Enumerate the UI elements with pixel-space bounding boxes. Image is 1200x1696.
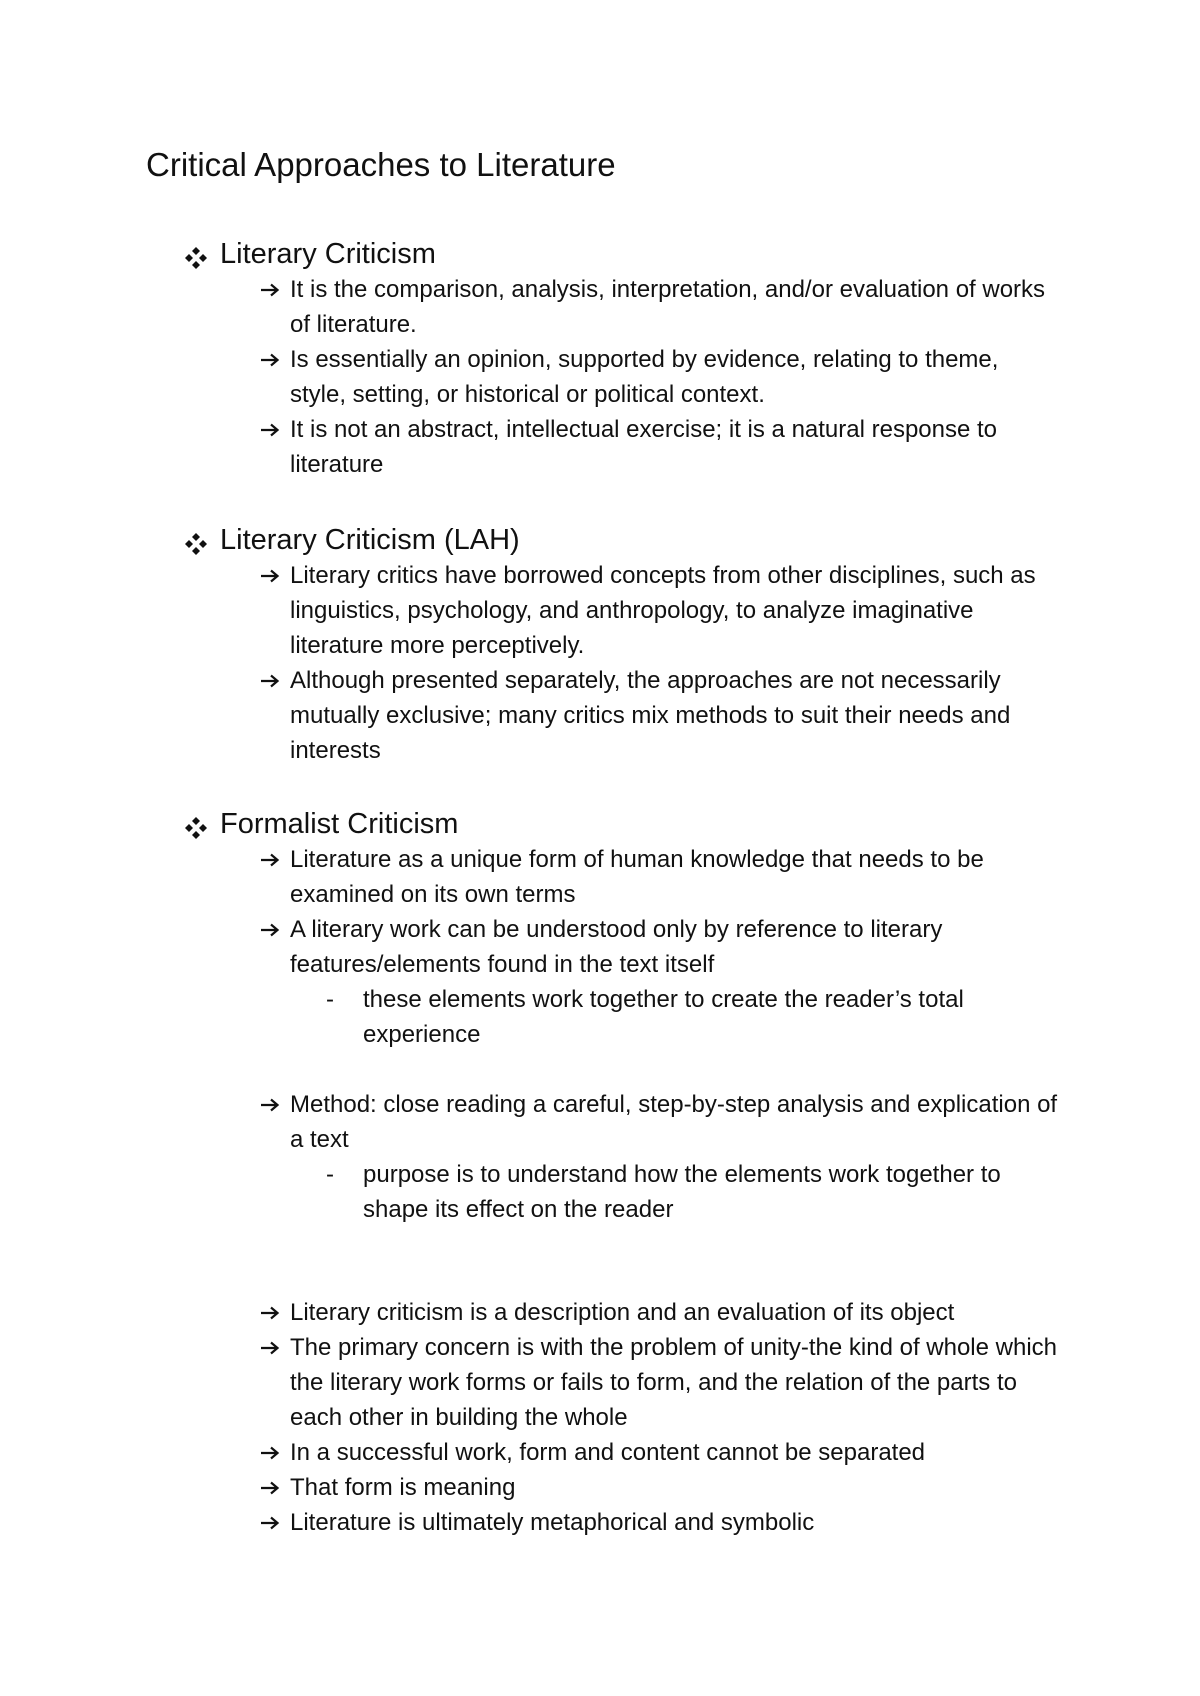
list-item-text: Although presented separately, the approaches are not necessarily mutually exclusive; many critics mix methods to suit their needs and interests: [290, 667, 1011, 764]
list-item: [184, 842, 1060, 912]
list-item: [184, 912, 1060, 982]
list-item: [184, 412, 1060, 482]
list-item-text: It is not an abstract, intellectual exercise; it is a natural response to literature: [290, 416, 998, 478]
list-item: [184, 663, 1060, 768]
right-arrow-icon: [260, 558, 284, 593]
list-item: [184, 1087, 1060, 1157]
right-arrow-icon: [260, 1087, 284, 1122]
list-item: [184, 1505, 1060, 1540]
list-item-text: Literary critics have borrowed concepts from other disciplines, such as linguistics, psychology, and anthropology, to analyze imaginative literature more perceptively.: [290, 562, 1036, 659]
right-arrow-icon: [260, 272, 284, 307]
list-item-text: A literary work can be understood only by reference to literary features/elements found in the text itself: [290, 916, 943, 978]
list-item: [184, 1470, 1060, 1505]
right-arrow-icon: [260, 1505, 284, 1540]
diamond-bullet-icon: [184, 809, 220, 840]
page-title: Critical Approaches to Literature: [146, 146, 616, 183]
right-arrow-icon: [260, 412, 284, 447]
right-arrow-icon: [260, 1330, 284, 1365]
dash-bullet: -: [326, 1161, 334, 1188]
diamond-bullet-icon: [184, 525, 220, 556]
list-item-text: Is essentially an opinion, supported by evidence, relating to theme, style, setting, or historical or political context.: [290, 346, 999, 408]
spacer: [184, 1227, 1084, 1295]
spacer: [184, 1052, 1084, 1087]
right-arrow-icon: [260, 1470, 284, 1505]
sub-list-item: [184, 982, 1063, 1052]
list-item: [184, 1295, 1060, 1330]
list-item-text: Literary criticism is a description and an evaluation of its object: [290, 1299, 955, 1326]
list-item: [184, 272, 1060, 342]
list-item: [184, 1330, 1060, 1435]
section-heading-row: [184, 522, 1084, 558]
sub-list-item: [184, 1157, 1063, 1227]
section-heading-row: [184, 806, 1084, 842]
list-item: [184, 342, 1060, 412]
list-item-text: Literature as a unique form of human knowledge that needs to be examined on its own terms: [290, 846, 984, 908]
list-item: [184, 558, 1060, 663]
right-arrow-icon: [260, 912, 284, 947]
section-heading-row: [184, 236, 1084, 272]
section-formalist-criticism: [184, 806, 1084, 1540]
right-arrow-icon: [260, 342, 284, 377]
right-arrow-icon: [260, 1435, 284, 1470]
diamond-bullet-icon: [184, 239, 220, 270]
list-item-text: The primary concern is with the problem of unity-the kind of whole which the literary work forms or fails to form, and the relation of the parts to each other in building the whole: [290, 1334, 1058, 1431]
section-heading: Literary Criticism (LAH): [220, 524, 520, 556]
list-item-text: It is the comparison, analysis, interpretation, and/or evaluation of works of literature.: [290, 276, 1046, 338]
sub-item-text: purpose is to understand how the elements work together to shape its effect on the reader: [363, 1161, 1001, 1223]
right-arrow-icon: [260, 663, 284, 698]
section-heading: Literary Criticism: [220, 238, 436, 270]
list-item-text: Method: close reading a careful, step-by-step analysis and explication of a text: [290, 1091, 1058, 1153]
section-literary-criticism-lah: [184, 522, 1084, 768]
right-arrow-icon: [260, 842, 284, 877]
sub-item-text: these elements work together to create the reader’s total experience: [363, 986, 964, 1048]
dash-bullet: -: [326, 986, 334, 1013]
bullet-list: [184, 558, 1084, 768]
list-item: [184, 1435, 1060, 1470]
list-item-text: Literature is ultimately metaphorical and symbolic: [290, 1509, 815, 1536]
list-item-text: That form is meaning: [290, 1474, 516, 1501]
right-arrow-icon: [260, 1295, 284, 1330]
section-literary-criticism: [184, 236, 1084, 482]
section-heading: Formalist Criticism: [220, 808, 459, 840]
bullet-list: [184, 272, 1084, 482]
list-item-text: In a successful work, form and content cannot be separated: [290, 1439, 926, 1466]
bullet-list: [184, 842, 1084, 1540]
